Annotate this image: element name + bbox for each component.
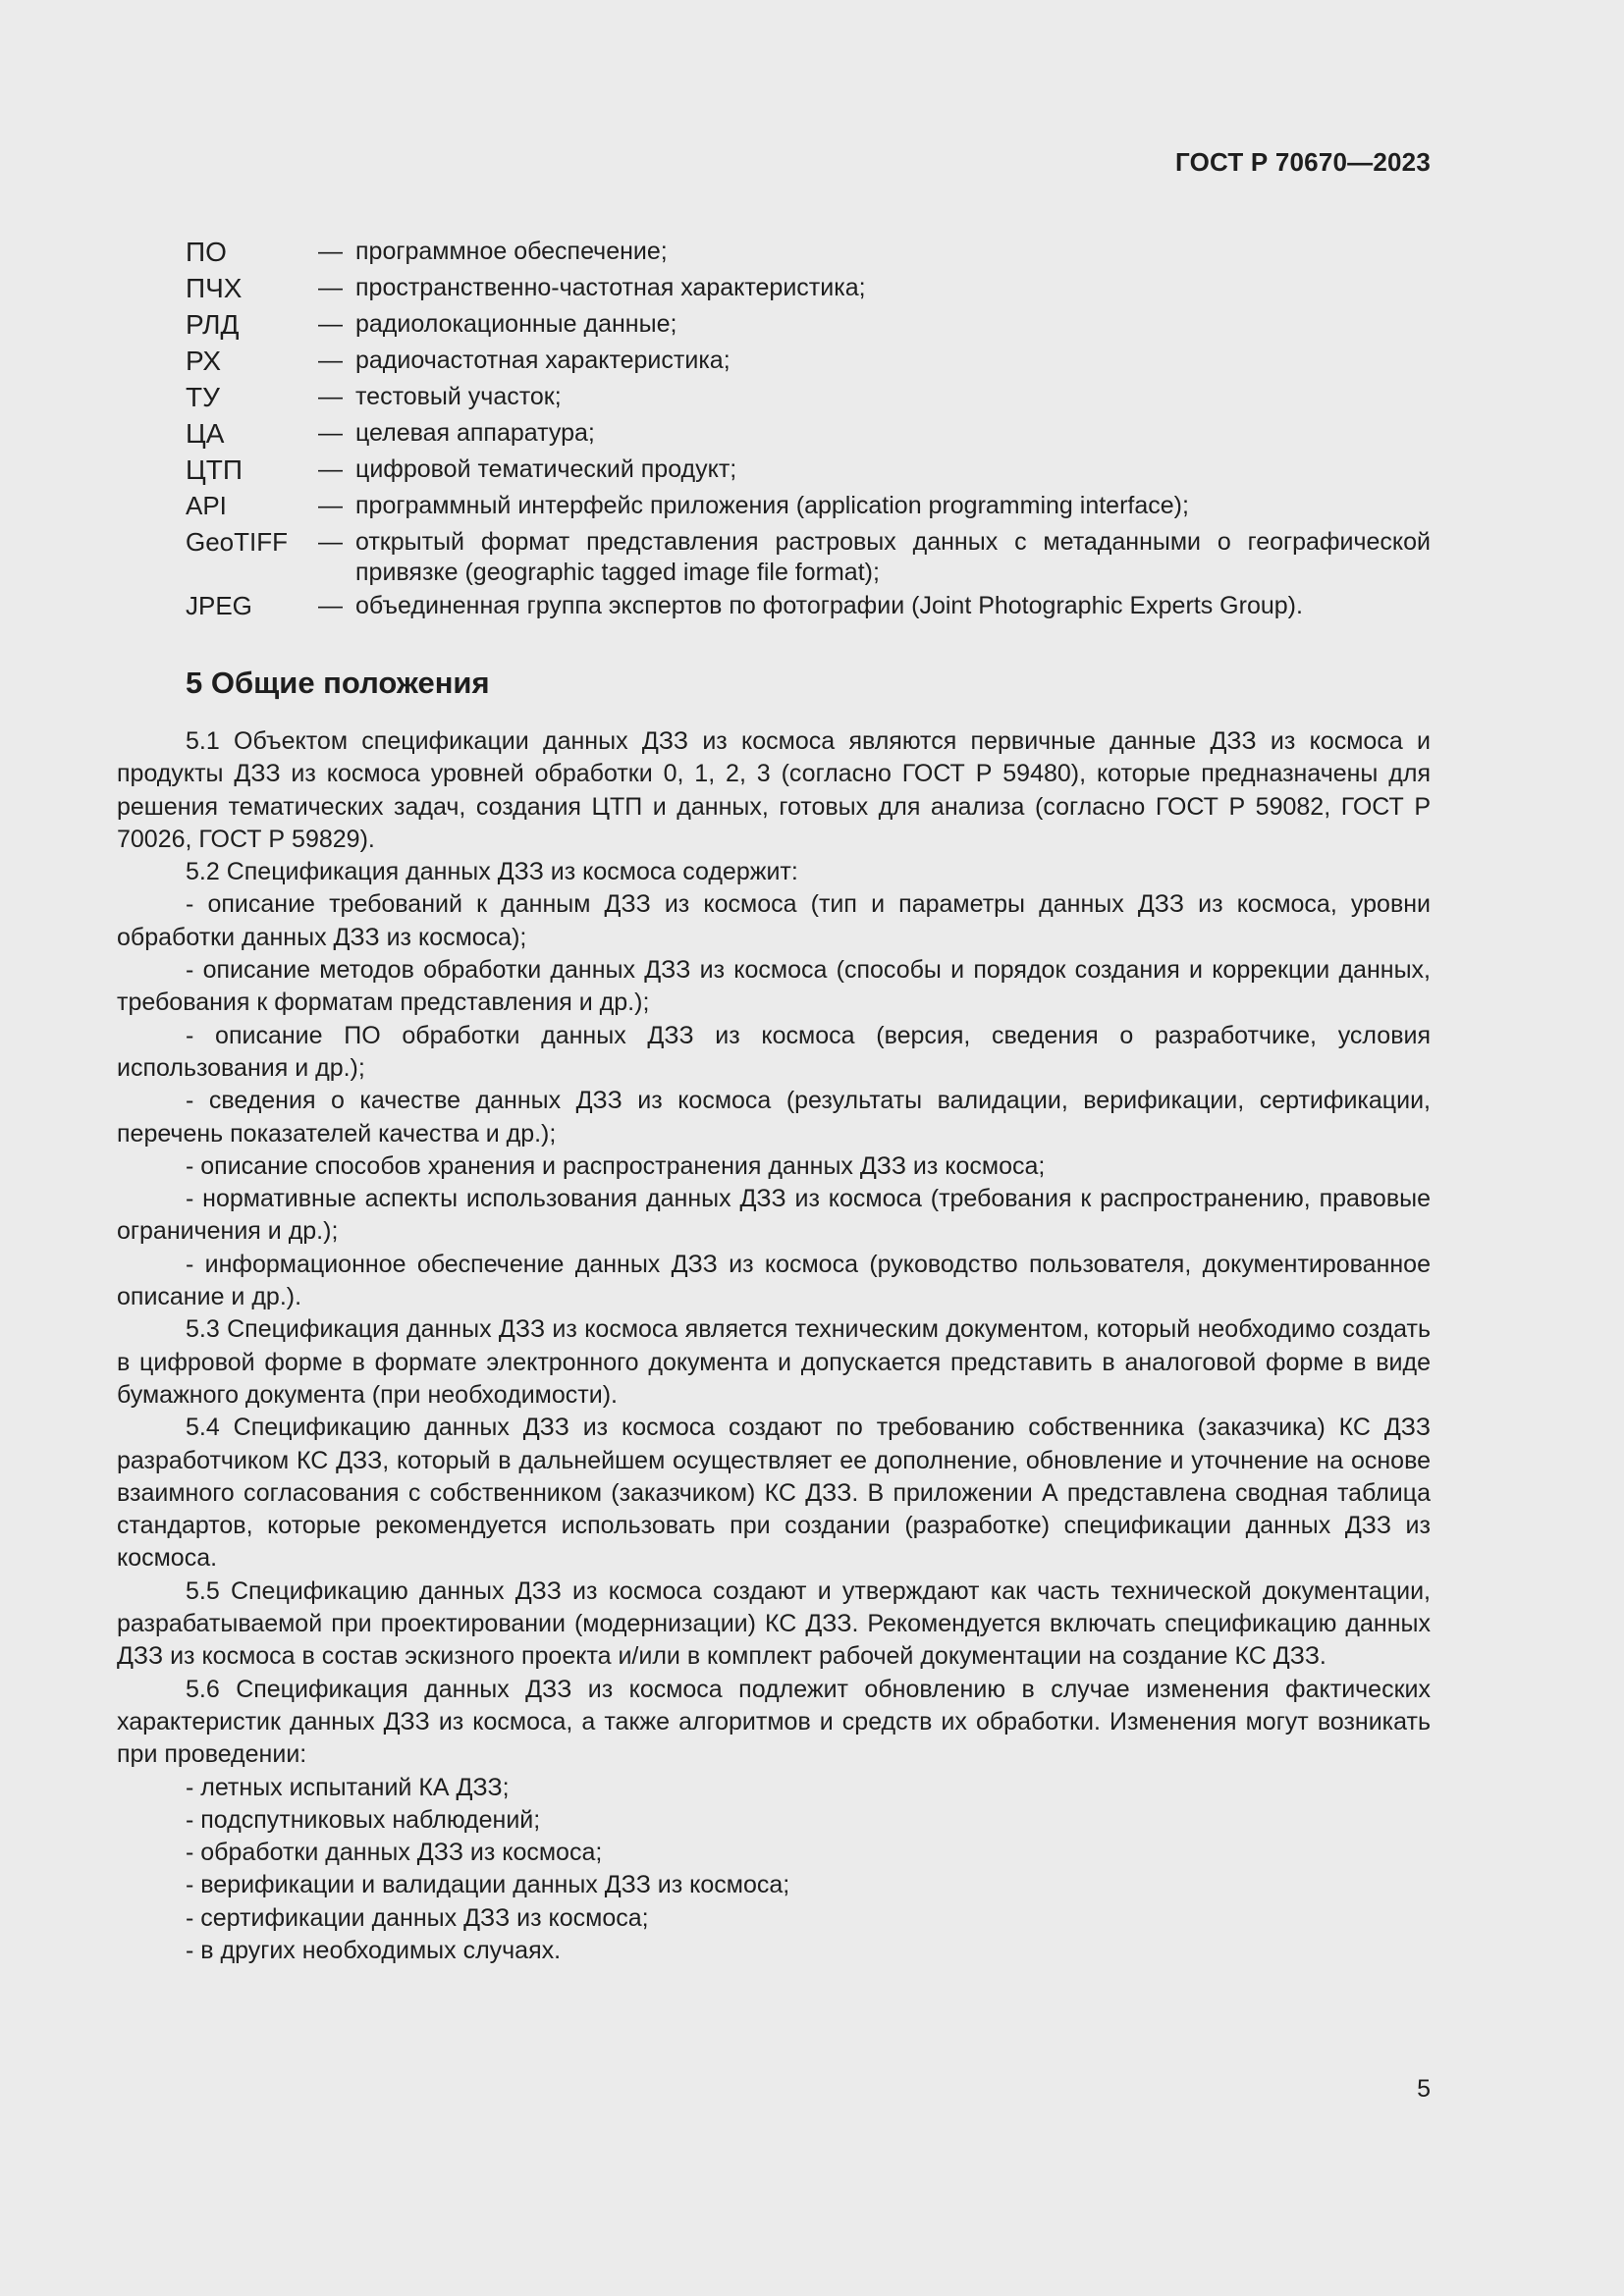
list-item: - верификации и валидации данных ДЗЗ из космоса; <box>186 1871 790 1899</box>
abbreviation-term: ТУ <box>186 382 220 412</box>
abbreviation-dash: — <box>318 492 343 519</box>
abbreviation-definition: пространственно-частотная характеристика; <box>355 274 866 301</box>
abbreviation-definition: программное обеспечение; <box>355 238 668 265</box>
section-body <box>117 725 1431 1967</box>
paragraph-5-6: 5.6 Спецификация данных ДЗЗ из космоса подлежит обновлению в случае изменения фактических характеристик данных ДЗЗ из космоса, а также алгоритмов и средств их обработки. Изменения могут возникать при проведении: <box>117 1675 1431 1769</box>
list-item: - сертификации данных ДЗЗ из космоса; <box>186 1903 649 1932</box>
abbreviation-term: JPEG <box>186 591 252 620</box>
abbreviation-term: GeoTIFF <box>186 527 289 557</box>
abbreviation-dash: — <box>318 347 343 374</box>
paragraph-5-4: 5.4 Спецификацию данных ДЗЗ из космоса создают по требованию собственника (заказчика) КС ДЗЗ разработчиком КС ДЗЗ, который в дальнейшем осуществляет ее дополнение, обновление и уточнение на основе взаимного согласования с собственником (заказчиком) КС ДЗЗ. В приложении А представлена сводная таблица стандартов, которые рекомендуется использовать при создании (разработке) спецификации данных ДЗЗ из космоса. <box>117 1414 1431 1573</box>
abbreviation-row <box>186 524 1431 588</box>
list-item: - в других необходимых случаях. <box>186 1936 562 1964</box>
abbreviation-row <box>186 379 1431 415</box>
paragraph-5-5: 5.5 Спецификацию данных ДЗЗ из космоса создают и утверждают как часть технической документации, разрабатываемой при проектировании (модернизации) КС ДЗЗ. Рекомендуется включать спецификацию данных ДЗЗ из космоса в состав эскизного проекта и/или в комплект рабочей документации на создание КС ДЗЗ. <box>117 1576 1431 1671</box>
paragraph-5-1: 5.1 Объектом спецификации данных ДЗЗ из космоса являются первичные данные ДЗЗ из космоса и продукты ДЗЗ из космоса уровней обработки 0, 1, 2, 3 (согласно ГОСТ Р 59480), которые предназначены для решения тематических задач, создания ЦТП и данных, готовых для анализа (согласно ГОСТ Р 59082, ГОСТ Р 70026, ГОСТ Р 59829). <box>117 727 1431 853</box>
abbreviation-term: ЦА <box>186 418 225 449</box>
list-item: - описание требований к данным ДЗЗ из космоса (тип и параметры данных ДЗЗ из космоса, уровни обработки данных ДЗЗ из космоса); <box>117 890 1431 951</box>
paragraph-5-2: 5.2 Спецификация данных ДЗЗ из космоса содержит: <box>186 858 798 886</box>
abbreviation-row <box>186 306 1431 343</box>
abbreviation-dash: — <box>318 592 343 619</box>
abbreviation-definition: цифровой тематический продукт; <box>355 455 737 483</box>
abbreviation-term: ПЧХ <box>186 273 243 303</box>
abbreviation-definition: радиочастотная характеристика; <box>355 347 731 374</box>
abbreviation-definition: программный интерфейс приложения (application programming interface); <box>355 492 1189 519</box>
abbreviation-dash: — <box>318 455 343 483</box>
abbreviation-definition: целевая аппаратура; <box>355 419 595 447</box>
abbreviation-term: РХ <box>186 346 222 376</box>
abbreviation-row <box>186 488 1431 524</box>
abbreviation-term: ЦТП <box>186 454 243 485</box>
document-code-header: ГОСТ Р 70670—2023 <box>1175 147 1431 177</box>
abbreviation-term: API <box>186 491 227 520</box>
abbreviation-row <box>186 588 1431 624</box>
abbreviation-row <box>186 343 1431 379</box>
abbreviation-row <box>186 452 1431 488</box>
section-heading: 5 Общие положения <box>186 666 490 700</box>
list-item: - описание способов хранения и распространения данных ДЗЗ из космоса; <box>186 1151 1046 1180</box>
abbreviation-definition: открытый формат представления растровых данных с метаданными о географической привязке (geographic tagged image file format); <box>355 528 1431 586</box>
abbreviations-list <box>186 234 1431 624</box>
list-item: - описание ПО обработки данных ДЗЗ из космоса (версия, сведения о разработчике, условия использования и др.); <box>117 1021 1431 1082</box>
abbreviation-row <box>186 415 1431 452</box>
list-item: - нормативные аспекты использования данных ДЗЗ из космоса (требования к распространению, правовые ограничения и др.); <box>117 1185 1431 1246</box>
abbreviation-dash: — <box>318 419 343 447</box>
abbreviation-definition: радиолокационные данные; <box>355 310 677 338</box>
paragraph-5-3: 5.3 Спецификация данных ДЗЗ из космоса является техническим документом, который необходимо создать в цифровой форме в формате электронного документа и допускается представить в аналоговой форме в виде бумажного документа (при необходимости). <box>117 1315 1431 1409</box>
abbreviation-row <box>186 234 1431 270</box>
abbreviation-term: РЛД <box>186 309 240 340</box>
list-item: - сведения о качестве данных ДЗЗ из космоса (результаты валидации, верификации, сертификации, перечень показателей качества и др.); <box>117 1087 1431 1148</box>
abbreviation-definition: тестовый участок; <box>355 383 562 410</box>
abbreviation-dash: — <box>318 274 343 301</box>
abbreviation-dash: — <box>318 383 343 410</box>
abbreviation-dash: — <box>318 310 343 338</box>
list-item: - подспутниковых наблюдений; <box>186 1805 541 1834</box>
abbreviation-term: ПО <box>186 237 227 267</box>
list-item: - летных испытаний КА ДЗЗ; <box>186 1773 510 1801</box>
abbreviation-row <box>186 270 1431 306</box>
abbreviation-dash: — <box>318 528 343 556</box>
page-number: 5 <box>1417 2075 1431 2103</box>
list-item: - обработки данных ДЗЗ из космоса; <box>186 1839 603 1867</box>
abbreviation-dash: — <box>318 238 343 265</box>
list-item: - информационное обеспечение данных ДЗЗ из космоса (руководство пользователя, документированное описание и др.). <box>117 1250 1431 1311</box>
abbreviation-definition: объединенная группа экспертов по фотографии (Joint Photographic Experts Group). <box>355 592 1303 619</box>
list-item: - описание методов обработки данных ДЗЗ из космоса (способы и порядок создания и коррекции данных, требования к форматам представления и др.); <box>117 956 1431 1017</box>
